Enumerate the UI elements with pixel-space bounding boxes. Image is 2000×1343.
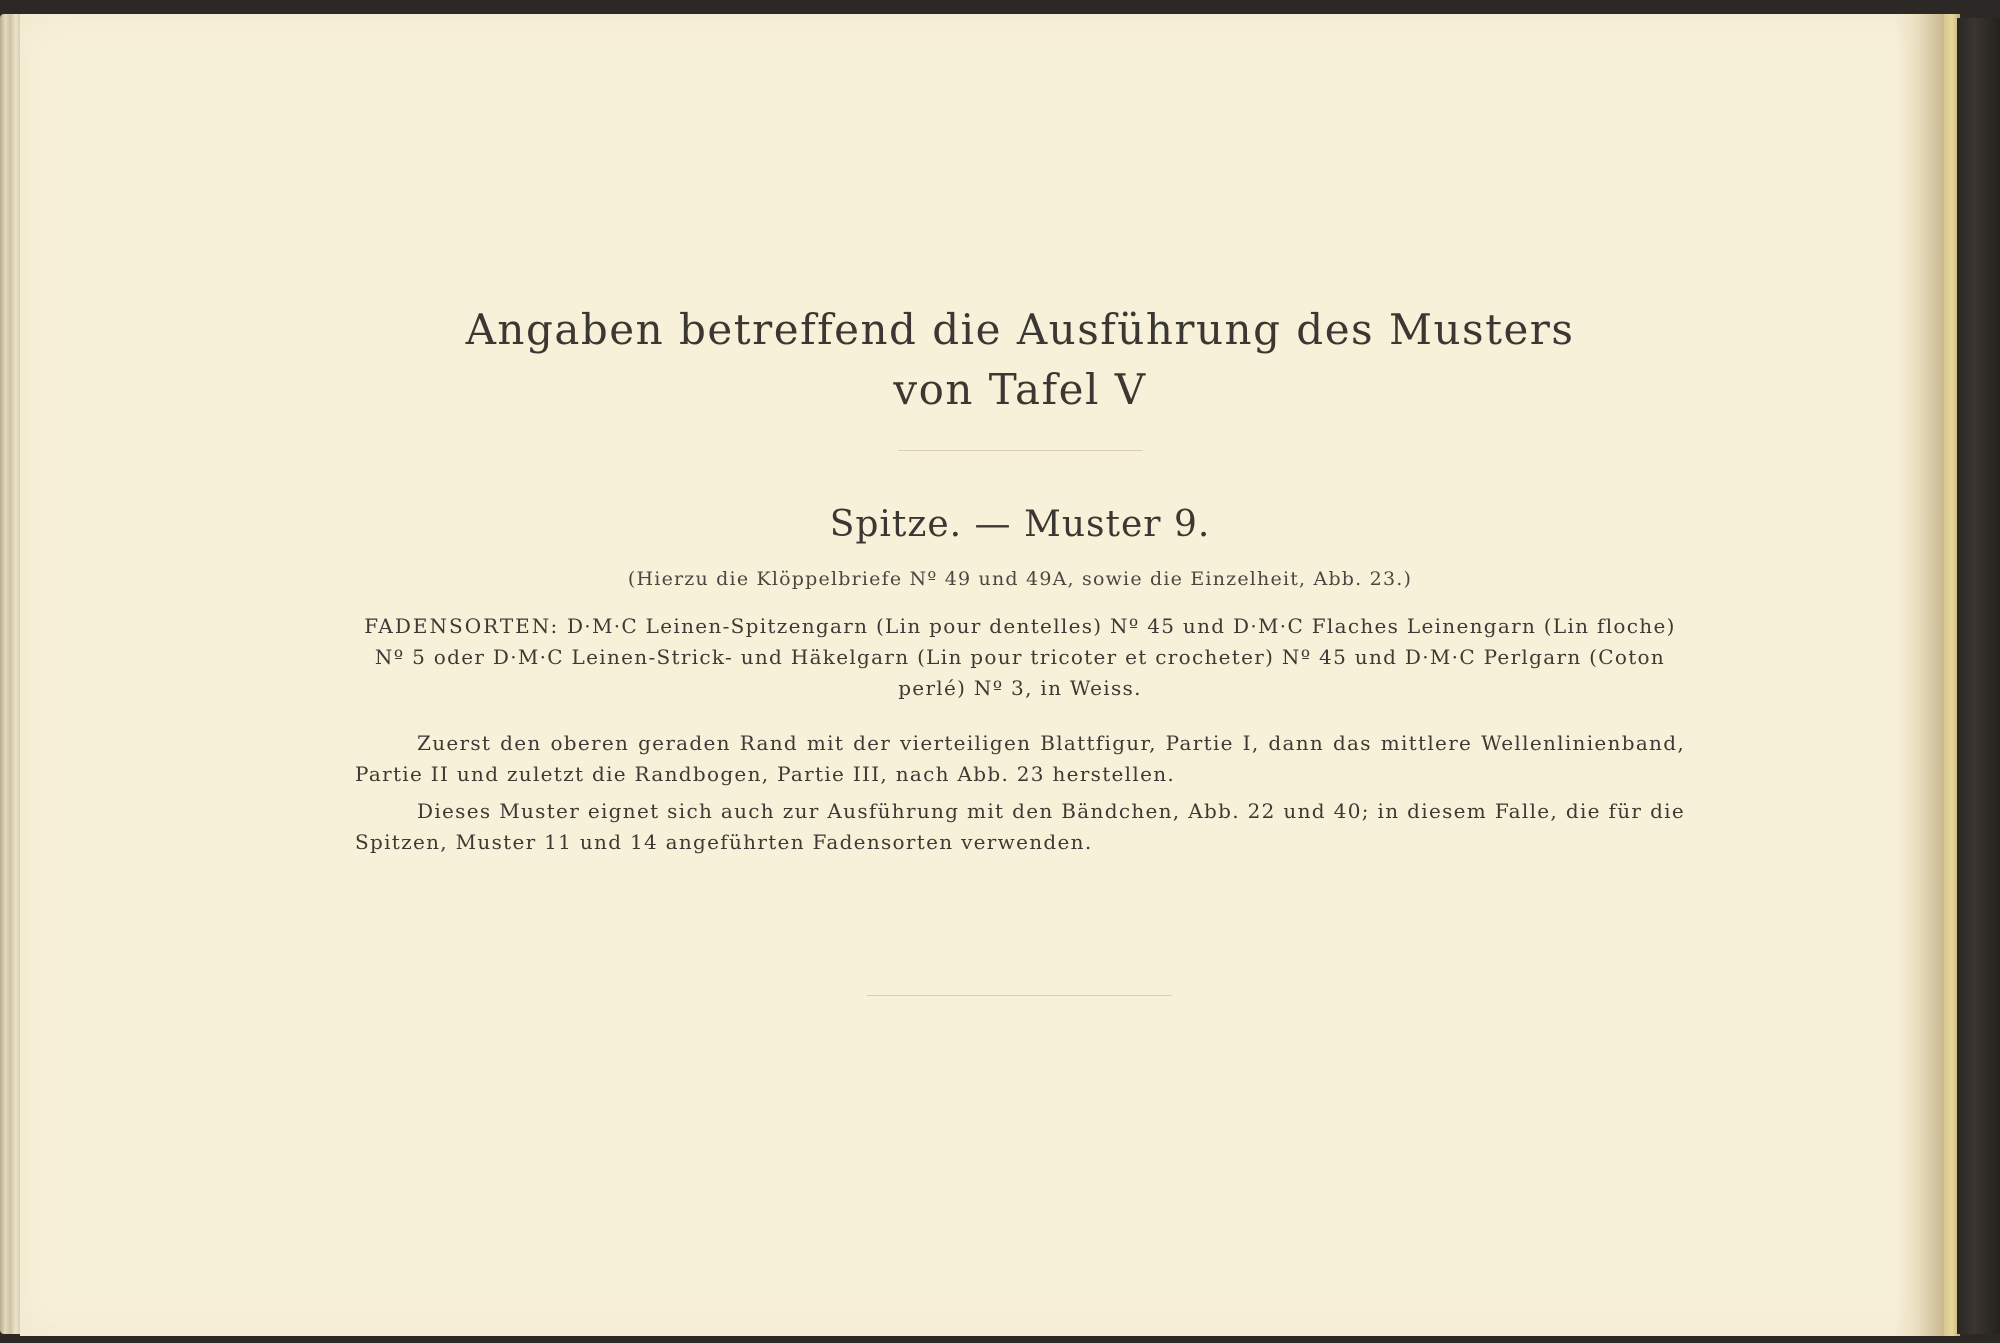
- page-content: [355, 300, 1685, 858]
- binding-strip: [1957, 18, 2000, 1334]
- reference-note: (Hierzu die Klöppelbriefe Nº 49 und 49A, sowie die Einzelheit, Abb. 23.): [627, 568, 1413, 590]
- thread-types: [355, 611, 1685, 704]
- title-line-2: von Tafel V: [893, 365, 1147, 414]
- thread-types-label: FADENSORTEN:: [364, 614, 560, 638]
- section-heading: Spitze. — Muster 9.: [829, 504, 1211, 545]
- title-line-1: Angaben betreffend die Ausführung des Musters: [465, 305, 1575, 354]
- title-divider: [898, 450, 1143, 451]
- page-title: [355, 300, 1685, 420]
- instruction-paragraph-2: Dieses Muster eignet sich auch zur Ausführung mit den Bändchen, Abb. 22 und 40; in diesem Falle, die für die Spitzen, Muster 11 und 14 angeführten Fadensorten verwenden.: [355, 799, 1685, 854]
- instruction-paragraph-1: Zuerst den oberen geraden Rand mit der vierteiligen Blattfigur, Partie I, dann das mittlere Wellenlinienband, Partie II und zuletzt die Randbogen, Partie III, nach Abb. 23 herstellen.: [355, 731, 1685, 786]
- thread-types-text: D·M·C Leinen-Spitzengarn (Lin pour dentelles) Nº 45 und D·M·C Flaches Leinengarn (Lin floche) Nº 5 oder D·M·C Leinen-Strick- und Häkelgarn (Lin pour tricoter et crocheter) Nº 45 und D·M·C Perlgarn (Coton perlé) Nº 3, in Weiss.: [374, 614, 1676, 700]
- bottom-divider: [867, 995, 1172, 996]
